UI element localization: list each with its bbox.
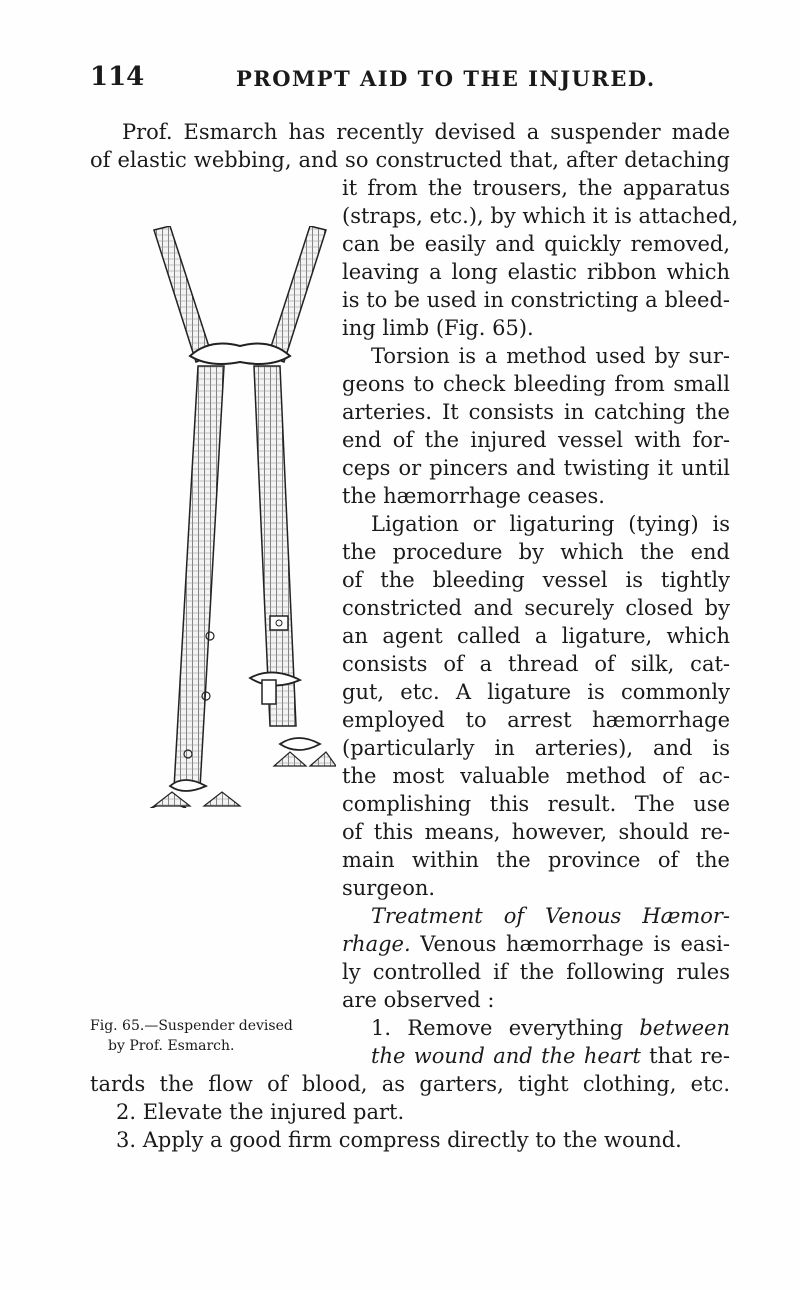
rule-1-cont [371,1042,730,1070]
rule-1-tail: that re- [640,1044,730,1068]
text-line: (straps, etc.), by which it is attached, [342,204,739,228]
text-line: is to be used in constricting a bleed- [342,288,730,312]
text-line: of this means, however, should re- [342,820,730,844]
text-line: employed to arrest hæmorrhage [342,708,730,732]
text-line: it from the trousers, the apparatus [342,176,730,200]
text-line: can be easily and quickly removed, [342,232,730,256]
text-line: an agent called a ligature, which [342,624,730,648]
text-line-part: Venous hæmorrhage is easi- [420,932,730,956]
text-line: tards the flow of blood, as garters, tight clothing, etc. [90,1072,730,1096]
figure-caption: Fig. 65.—Suspender devised [90,1018,293,1034]
text-line: Ligation or ligaturing (tying) is [371,512,730,536]
text-line: complishing this result. The use [342,792,730,816]
text-line: of elastic webbing, and so constructed that, after detaching [90,148,730,172]
section-heading-cont: rhage. [342,932,411,956]
text-line: surgeon. [342,876,436,900]
rule-1-text: 1. Remove everything [371,1016,640,1040]
text-line: are observed : [342,988,495,1012]
text-line: the most valuable method of ac- [342,764,730,788]
text-line [342,930,730,958]
page-number: 114 [90,62,145,92]
text-line: geons to check bleeding from small [342,372,730,396]
text-line: Prof. Esmarch has recently devised a suspender made [122,120,730,144]
rule-1-italic: between [639,1016,730,1040]
rule-1-line [371,1014,730,1042]
page-header [90,62,730,102]
text-line: end of the injured vessel with for- [342,428,730,452]
text-line: of the bleeding vessel is tightly [342,568,730,592]
text-line: gut, etc. A ligature is commonly [342,680,730,704]
text-line: 2. Elevate the injured part. [116,1100,405,1124]
text-line: ly controlled if the following rules [342,960,730,984]
text-line: leaving a long elastic ribbon which [342,260,730,284]
text-line: the procedure by which the end [342,540,730,564]
text-line: constricted and securely closed by [342,596,730,620]
text-line: ceps or pincers and twisting it until [342,456,730,480]
running-head: PROMPT AID TO THE INJURED. [236,66,656,91]
text-line: Torsion is a method used by sur- [371,344,730,368]
suspender-figure [150,226,336,808]
text-line: the hæmorrhage ceases. [342,484,605,508]
text-line: ing limb (Fig. 65). [342,316,534,340]
text-line: consists of a thread of silk, cat- [342,652,730,676]
suspender-illustration [150,226,336,808]
text-line: 3. Apply a good firm compress directly to the wound. [116,1128,682,1152]
section-heading: Treatment of Venous Hæmor- [371,904,730,928]
text-line: arteries. It consists in catching the [342,400,730,424]
figure-caption-cont: by Prof. Esmarch. [108,1038,235,1054]
text-line: (particularly in arteries), and is [342,736,730,760]
rule-1-italic-2: the wound and the heart [371,1044,641,1068]
text-line: main within the province of the [342,848,730,872]
